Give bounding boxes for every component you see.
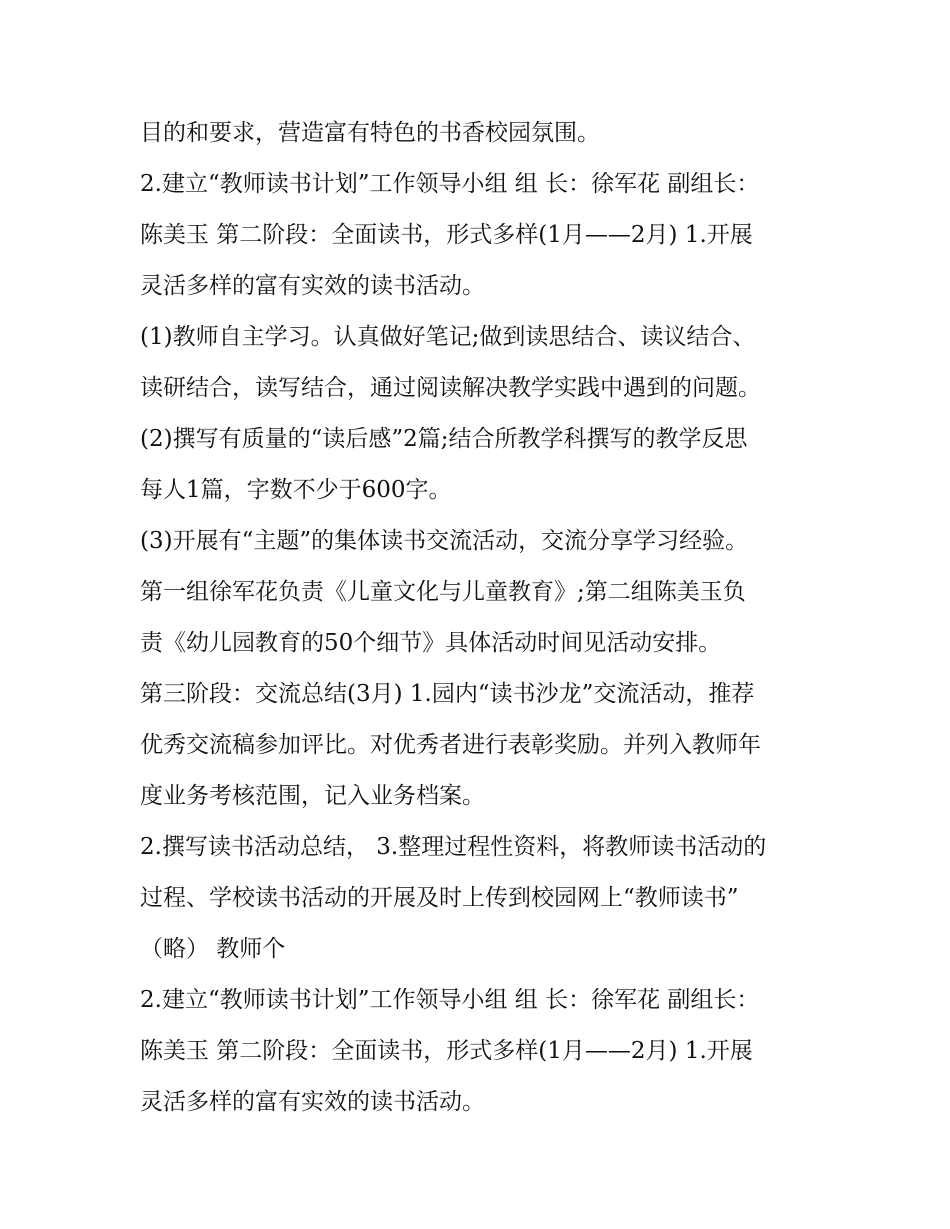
- document-body: [140, 108, 820, 1128]
- text-line: 度业务考核范围，记入业务档案。: [140, 783, 485, 809]
- text-line: 第一组徐军花负责《儿童文化与儿童教育》;第二组陈美玉负: [140, 579, 746, 605]
- text-line: 目的和要求，营造富有特色的书香校园氛围。: [140, 120, 600, 146]
- text-line: 优秀交流稿参加评比。对优秀者进行表彰奖励。并列入教师年: [140, 732, 761, 758]
- text-line: (2)撰写有质量的“读后感”2篇;结合所教学科撰写的教学反思: [140, 426, 748, 452]
- text-line: 陈美玉 第二阶段：全面读书，形式多样(1月——2月) 1.开展: [140, 222, 753, 248]
- text-line: 灵活多样的富有实效的读书活动。: [140, 273, 485, 299]
- text-line: 每人1篇，字数不少于600字。: [140, 477, 452, 503]
- text-line: 2.撰写读书活动总结， 3.整理过程性资料，将教师读书活动的: [140, 834, 767, 860]
- text-line: 读研结合，读写结合，通过阅读解决教学实践中遇到的问题。: [140, 375, 761, 401]
- text-line: 2.建立“教师读书计划”工作领导小组 组 长：徐军花 副组长：: [140, 171, 760, 197]
- text-line: 责《幼儿园教育的50个细节》具体活动时间见活动安排。: [140, 630, 722, 656]
- text-line: 过程、学校读书活动的开展及时上传到校园网上“教师读书”: [140, 885, 739, 911]
- text-line: （略） 教师个: [140, 936, 286, 962]
- text-line: 2.建立“教师读书计划”工作领导小组 组 长：徐军花 副组长：: [140, 987, 760, 1013]
- text-line: 陈美玉 第二阶段：全面读书，形式多样(1月——2月) 1.开展: [140, 1038, 753, 1064]
- text-line: (1)教师自主学习。认真做好笔记;做到读思结合、读议结合、: [140, 324, 756, 350]
- text-line: 灵活多样的富有实效的读书活动。: [140, 1089, 485, 1115]
- text-line: (3)开展有“主题”的集体读书交流活动，交流分享学习经验。: [140, 528, 749, 554]
- text-line: 第三阶段：交流总结(3月) 1.园内“读书沙龙”交流活动，推荐: [140, 681, 755, 707]
